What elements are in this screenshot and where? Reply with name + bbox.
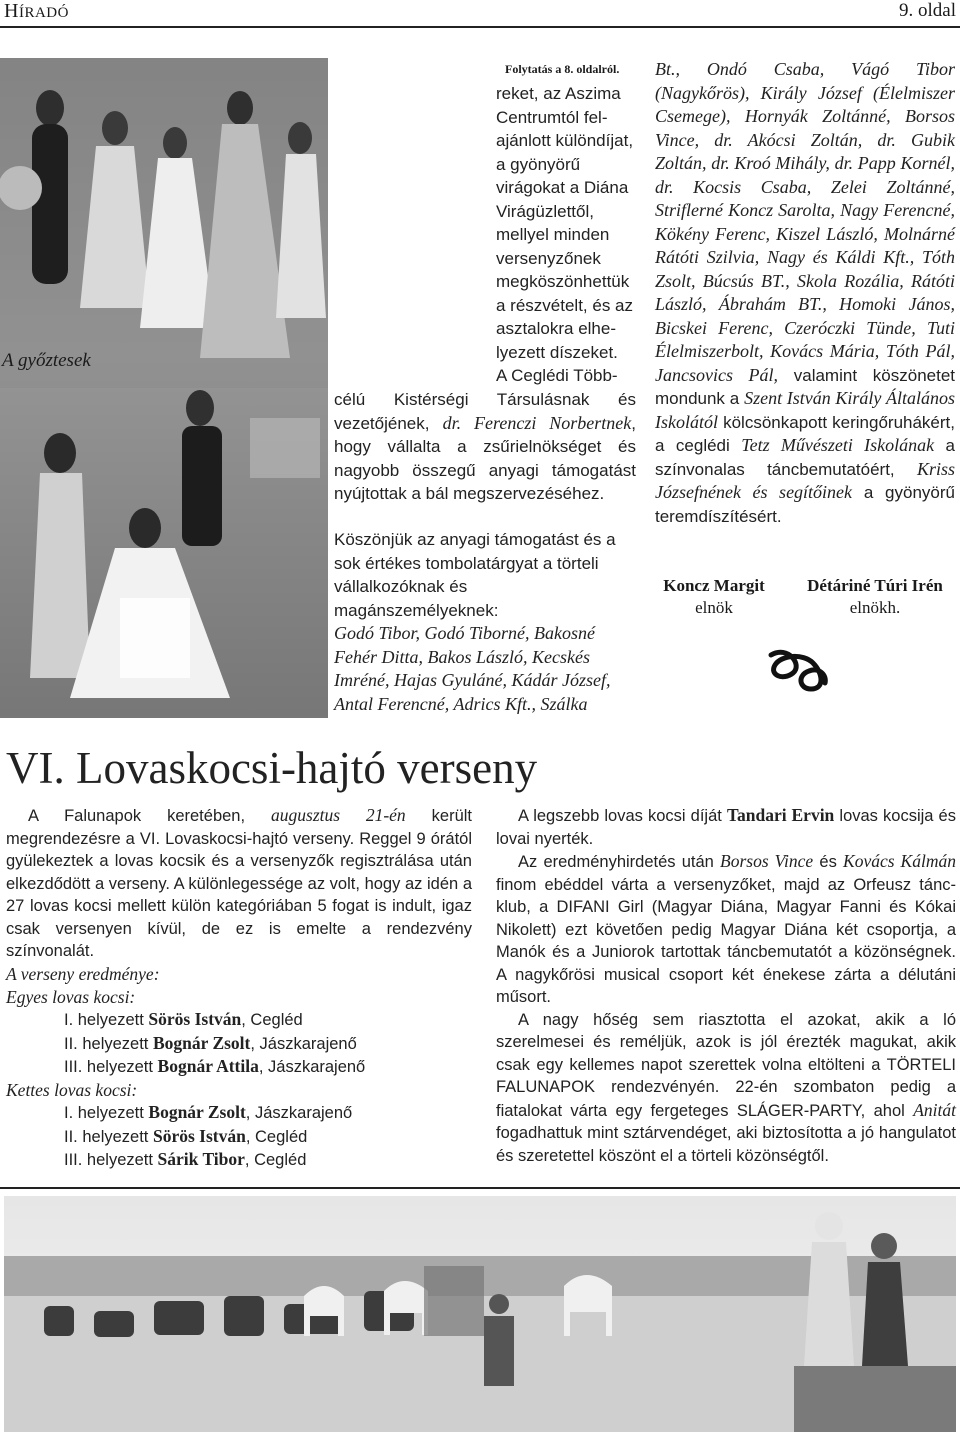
page-header (0, 0, 960, 24)
sponsor-list: Godó Tibor, Godó Tiborné, Bakosné Fehér Ditta, Bakos László, Kecskés Imréné, Hajas Gyuláné, Kádár József, Antal Ferencné, Adrics Kft., Szálka (334, 623, 611, 714)
page-number: 9. oldal (899, 0, 956, 21)
thanks-paragraph: Köszönjük az anyagi támogatást és a sok értékes tombolatárgyat a törteli vállalkozóknak és magánszemélyeknek: Godó Tibor, Godó Tiborné, Bakosné Fehér Ditta, Bakos László, Kecskés Imréné, Hajas Gyuláné, Kádár József, Antal Ferencné, Adrics Kft., Szálka (334, 528, 636, 716)
winners-photo-extension (328, 58, 490, 388)
article-text-wide: célú Kistérségi Társulásnak és vezetőjének, dr. Ferenczi Norbertnek, hogy vállalta a zsűrielnökséget és nagyobb összegű anyagi támogatást nyújtottak a bál megszervezéséhez. (334, 390, 636, 503)
results-block: A verseny eredménye: Egyes lovas kocsi: I. helyezett Sörös István, Cegléd II. helyezett Bognár Zsolt, Jászkarajenő III. helyezett Bognár Attila, Jászkarajenő Kettes lovas kocsi: I. helyezett Bognár Zsolt, Jászkarajenő II. helyezett Sörös István, Cegléd III. helyezett Sárik Tibor, Cegléd (6, 963, 365, 1172)
article-text-narrow-last: A Ceglédi Több- (496, 366, 618, 385)
article-headline: VI. Lovaskocsi-hajtó verseny (6, 743, 538, 793)
result-row: II. helyezett Bognár Zsolt, Jászkarajenő (64, 1032, 357, 1053)
result-row: III. helyezett Sárik Tibor, Cegléd (64, 1149, 307, 1169)
winners-photo (0, 58, 328, 718)
article2-body-right: A legszebb lovas kocsi díját Tandari Ervin lovas kocsija és lovai nyerték. Az eredményhirdetés után Borsos Vince és Kovács Kálmán finom ebéddel várta a versenyzőket, majd az Orfeusz táncklub, a DIFANI Girl (Magyar Diána, Magyar Fanni és Kókai Nikolett) ezt követően pedig Magyar Diána két csoportja, a Manók és a Juniorok tartottak táncbemutatót a közönségnek. A nagykőrösi musical csoport két énekese zárta a délutáni műsort. A nagy hőség sem riasztotta el azokat, akik a ló szerelmesei és reméljük, azok is jól érezték magukat, akik csak egy kellemes napot szerettek volna eltölteni a TÖRTELI FALUNAPOK rendezvényén. 22-én szombaton pedig a fiatalokat várta egy fergeteges SLÁGER-PARTY, ahol Anitát fogadhattuk mint sztárvendéget, aki biztosította a jó hangulatot és szeretettel köszönt el a törteli közönségtől. (496, 805, 956, 1165)
horse-carriage-photo (4, 1196, 956, 1432)
section-rule (0, 1187, 960, 1189)
signature-vice-president: Détáriné Túri Irén elnökh. (807, 576, 943, 617)
signature-president: Koncz Margit elnök (663, 576, 765, 617)
article2-body-left: A Falunapok keretében, augusztus 21-én került megrendezésre a VI. Lovaskocsi-hajtó verseny. Reggel 9 órától gyülekeztek a lovas kocsik és a versenyzők regisztrálása után elkezdődött a verseny. A különlegessége az volt, hogy az idén a 27 lovas kocsi mellett külön kategóriában 5 fogat is indult, igaz csak versenyen kívül, de ez is emelte a rendezvény színvonalát. (6, 805, 473, 960)
result-row: II. helyezett Sörös István, Cegléd (64, 1125, 308, 1146)
continued-note: Folytatás a 8. oldalról. (505, 62, 620, 76)
sponsor-list-continued: Bt., Ondó Csaba, Vágó Tibor (Nagykőrös), Király József (Élelmiszer Csemege), Hornyák Zoltánné, Borsos Vince, dr. Akócsi Zoltán, dr. Gubik Zoltán, dr. Kroó Mihály, dr. Papp Kornél, dr. Kocsis Csaba, Zelei Zoltánné, Striflerné Koncz Sarolta, Nagy Ferencné, Kökény Ferenc, Kiszel László, Molnárné Rátóti Szilvia, Nagy és Káldi Kft., Tóth Zsolt, Búcsús BT., Skola Rozália, Rátóti László, Ábrahám BT., Homoki János, Bicskei Ferenc, Czeróczki Tünde, Tuti Élelmiszerbolt, Kovács Mária, Tóth Pál, Jancsovics Pál, valamint köszönetet mondunk a Szent István Király Általános Iskolától kölcsönkapott keringőruhákért, a ceglédi Tetz Művészeti Iskolának a színvonalas táncbemutatóért, Kriss Józsefnének és segítőinek a gyönyörű teremdíszítésért. (655, 59, 956, 526)
end-ornament-icon (763, 645, 833, 695)
photo-caption: A győztesek (2, 350, 91, 371)
newspaper-title: HÍRADÓ (4, 0, 69, 22)
result-row: I. helyezett Bognár Zsolt, Jászkarajenő (64, 1102, 353, 1122)
result-row: I. helyezett Sörös István, Cegléd (64, 1009, 303, 1029)
article-text-narrow: reket, az Aszima Centrumtól fel- ajánlott különdíjat, a gyönyörű virágokat a Diána Virágüzlettől, mellyel minden versenyzőnek megköszönhettük a részvételt, és az asztalokra elhe- lyezett díszeket. (496, 84, 634, 362)
result-row: III. helyezett Bognár Attila, Jászkarajenő (64, 1056, 366, 1076)
header-rule (0, 26, 960, 28)
